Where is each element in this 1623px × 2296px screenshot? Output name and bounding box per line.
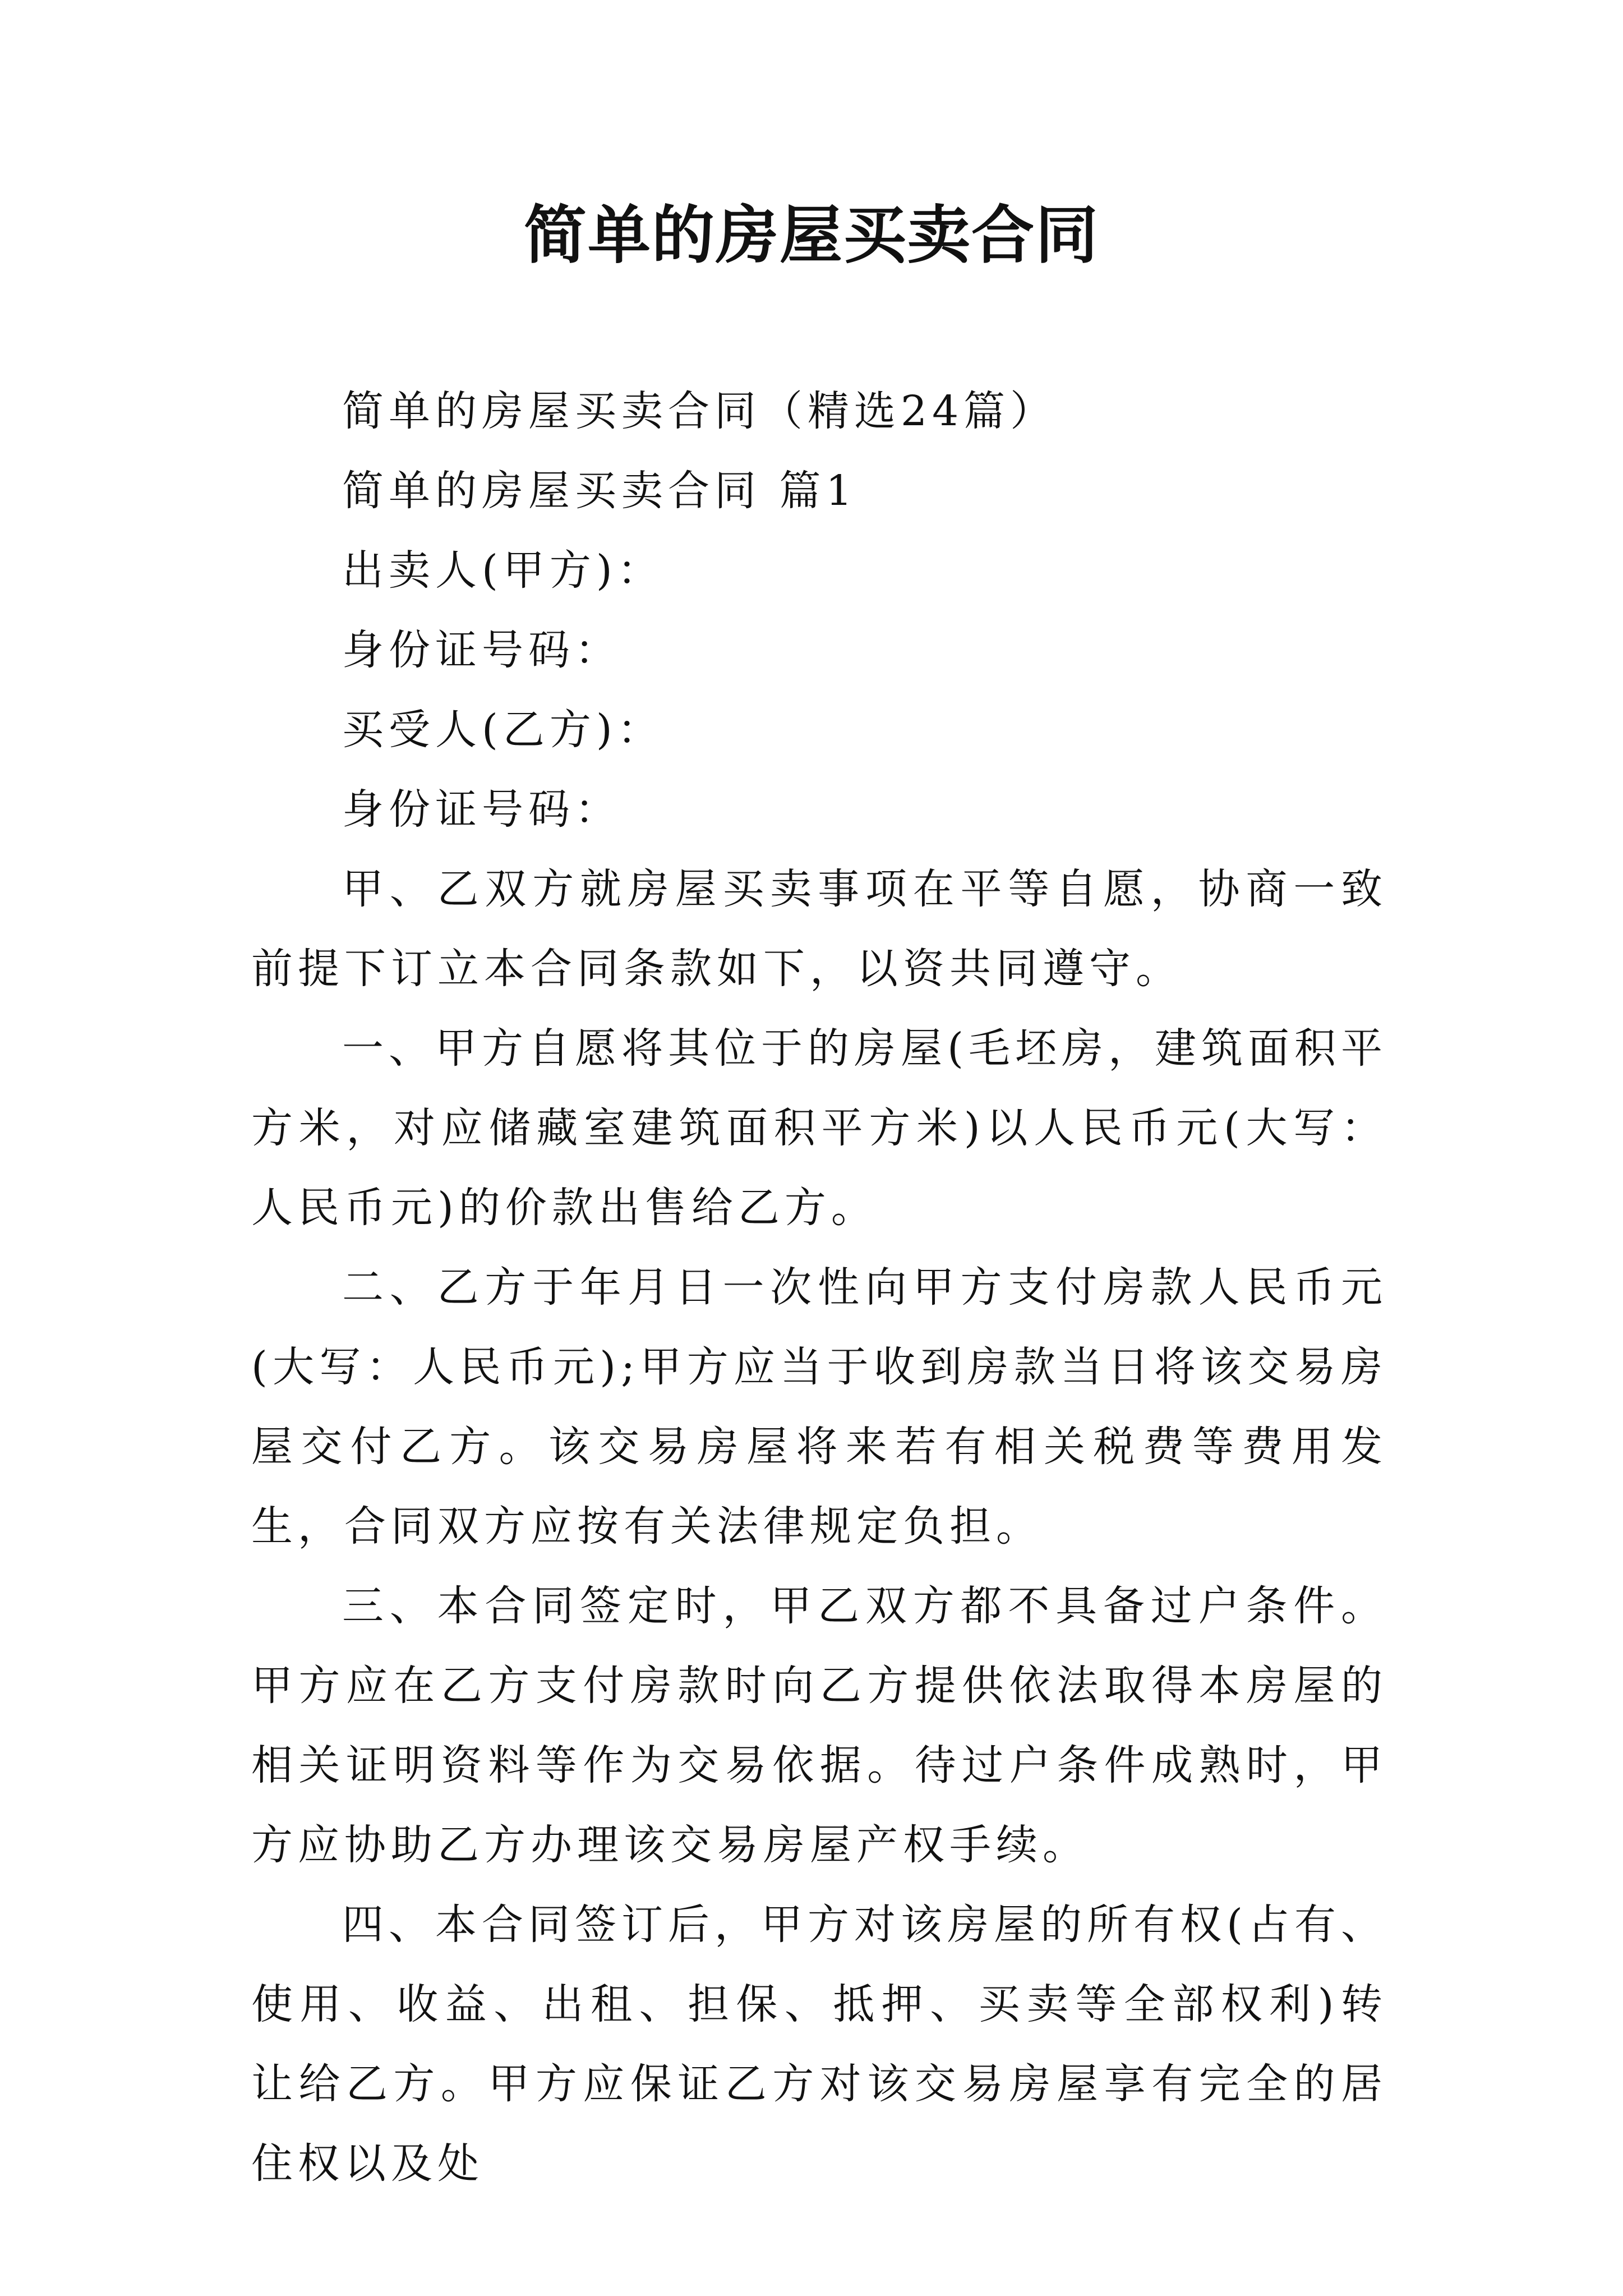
paragraph-buyer-id: 身份证号码：	[342, 785, 621, 834]
document-body	[251, 371, 1387, 2203]
paragraph-section-title: 简单的房屋买卖合同 篇1	[342, 467, 857, 515]
paragraph-clause-3: 三、本合同签定时，甲乙双方都不具备过户条件。甲方应在乙方支付房款时向乙方提供依法取得本房屋的相关证明资料等作为交易依据。待过户条件成熟时，甲方应协助乙方办理该交易房屋产权手续。	[251, 1582, 1387, 1869]
paragraph-preamble: 甲、乙双方就房屋买卖事项在平等自愿，协商一致前提下订立本合同条款如下，以资共同遵守。	[251, 865, 1387, 993]
paragraph-buyer: 买受人(乙方)：	[342, 706, 664, 754]
document-title: 简单的房屋买卖合同	[524, 199, 1099, 272]
paragraph-clause-2: 二、乙方于年月日一次性向甲方支付房款人民币元(大写：人民币元);甲方应当于收到房款当日将该交易房屋交付乙方。该交易房屋将来若有相关税费等费用发生，合同双方应按有关法律规定负担。	[251, 1263, 1387, 1550]
paragraph-clause-4: 四、本合同签订后，甲方对该房屋的所有权(占有、使用、收益、出租、担保、抵押、买卖等全部权利)转让给乙方。甲方应保证乙方对该交易房屋享有完全的居住权以及处	[251, 1901, 1387, 2188]
paragraph-seller-id: 身份证号码：	[342, 626, 621, 674]
paragraph-heading: 简单的房屋买卖合同（精选24篇）	[342, 387, 1057, 435]
paragraph-seller: 出卖人(甲方)：	[342, 546, 664, 595]
paragraph-clause-1: 一、甲方自愿将其位于的房屋(毛坯房，建筑面积平方米，对应储藏室建筑面积平方米)以人民币元(大写：人民币元)的价款出售给乙方。	[251, 1024, 1387, 1232]
